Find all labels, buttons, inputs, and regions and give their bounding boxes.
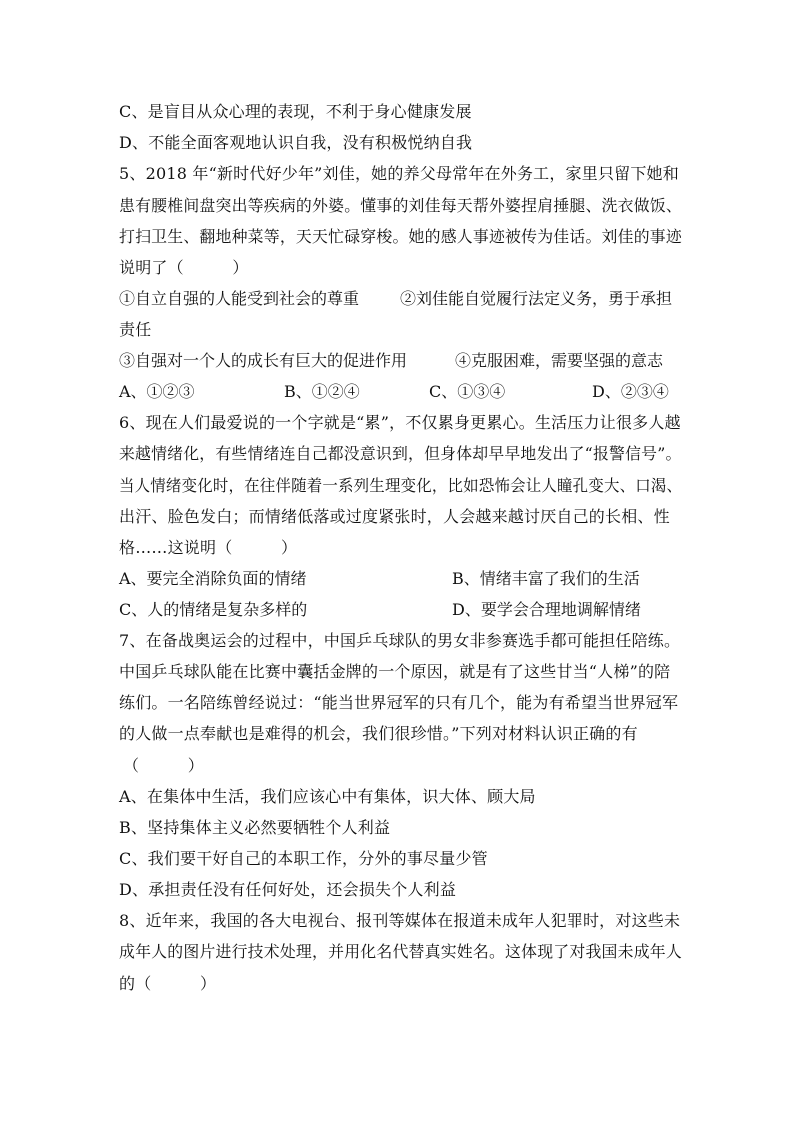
q6-option-d: D、要学会合理地调解情绪 bbox=[452, 600, 641, 619]
q4-option-c: C、是盲目从众心理的表现，不利于身心健康发展 bbox=[119, 102, 472, 121]
q5-statement-2: ②刘佳能自觉履行法定义务，勇于承担 bbox=[400, 289, 673, 308]
q5-stem-line-3: 打扫卫生、翻地种菜等，天天忙碌穿梭。她的感人事迹被传为佳话。刘佳的事迹 bbox=[119, 227, 682, 246]
q6-stem-line-2: 来越情绪化，有些情绪连自己都没意识到，但身体却早早地发出了“报警信号”。 bbox=[119, 444, 682, 463]
q6-stem-line-4: 出汗、脸色发白；而情绪低落或过度紧张时，人会越来越讨厌自己的长相、性 bbox=[119, 507, 670, 526]
q5-option-c: C、①③④ bbox=[429, 382, 506, 401]
q6-stem-line-3: 当人情绪变化时，在往伴随着一系列生理变化，比如恐怖会让人瞳孔变大、口渴、 bbox=[119, 476, 683, 495]
q7-option-c: C、我们要干好自己的本职工作，分外的事尽量少管 bbox=[119, 849, 488, 868]
q7-stem-line-4: 的人做一点奉献也是难得的机会，我们很珍惜。”下列对材料认识正确的有 bbox=[119, 724, 638, 743]
q7-stem-line-5: （ ） bbox=[123, 756, 205, 775]
q6-stem-line-5: 格……这说明（ ） bbox=[119, 538, 298, 557]
q5-statement-4: ④克服困难，需要坚强的意志 bbox=[455, 351, 664, 370]
q8-stem-line-2: 成年人的图片进行技术处理，并用化名代替真实姓名。这体现了对我国未成年人 bbox=[119, 942, 682, 961]
q8-stem-line-1: 8、近年来，我国的各大电视台、报刊等媒体在报道未成年人犯罪时，对这些未 bbox=[119, 911, 681, 930]
q6-option-c: C、人的情绪是复杂多样的 bbox=[119, 600, 308, 619]
q7-stem-line-1: 7、在备战奥运会的过程中，中国乒乓球队的男女非参赛选手都可能担任陪练。 bbox=[119, 631, 681, 650]
q7-option-d: D、承担责任没有任何好处，还会损失个人利益 bbox=[119, 880, 457, 899]
q5-stem-line-1: 5、2018 年“新时代好少年”刘佳，她的养父母常年在外务工，家里只留下她和 bbox=[119, 164, 679, 183]
q6-option-a: A、要完全消除负面的情绪 bbox=[119, 569, 307, 588]
q8-stem-line-3: 的（ ） bbox=[119, 974, 217, 993]
q5-stem-line-2: 患有腰椎间盘突出等疾病的外婆。懂事的刘佳每天帮外婆捏肩捶腿、洗衣做饭、 bbox=[119, 196, 682, 215]
q5-statement-1: ①自立自强的人能受到社会的尊重 bbox=[119, 289, 360, 308]
q5-statement-2-cont: 责任 bbox=[119, 320, 152, 339]
q7-option-b: B、坚持集体主义必然要牺牲个人利益 bbox=[119, 818, 391, 837]
q5-stem-line-4: 说明了（ ） bbox=[119, 258, 249, 277]
q4-option-d: D、不能全面客观地认识自我，没有积极悦纳自我 bbox=[119, 133, 473, 152]
q5-option-d: D、②③④ bbox=[592, 382, 669, 401]
q7-option-a: A、在集体中生活，我们应该心中有集体，识大体、顾大局 bbox=[119, 787, 536, 806]
q6-option-b: B、情绪丰富了我们的生活 bbox=[452, 569, 640, 588]
q5-statement-3: ③自强对一个人的成长有巨大的促进作用 bbox=[119, 351, 408, 370]
q5-option-a: A、①②③ bbox=[119, 382, 195, 401]
q6-stem-line-1: 6、现在人们最爱说的一个字就是“累”，不仅累身更累心。生活压力让很多人越 bbox=[119, 413, 681, 432]
q5-option-b: B、①②④ bbox=[284, 382, 360, 401]
q7-stem-line-3: 练们。一名陪练曾经说过：“能当世界冠军的只有几个，能为有希望当世界冠军 bbox=[119, 693, 679, 712]
q7-stem-line-2: 中国乒乓球队能在比赛中囊括金牌的一个原因，就是有了这些甘当“人梯”的陪 bbox=[119, 662, 671, 681]
